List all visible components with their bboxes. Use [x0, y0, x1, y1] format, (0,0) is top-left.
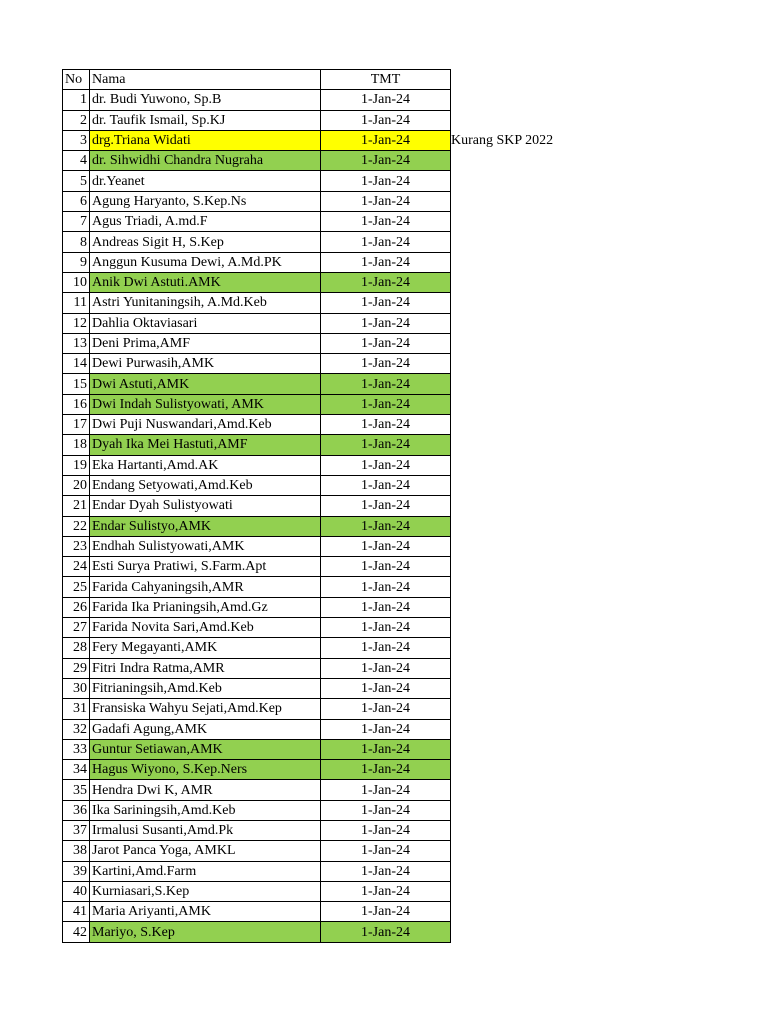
cell-no: 33	[63, 739, 90, 759]
cell-tmt: 1-Jan-24	[321, 719, 451, 739]
cell-tmt: 1-Jan-24	[321, 151, 451, 171]
cell-name: Dwi Puji Nuswandari,Amd.Keb	[90, 415, 321, 435]
cell-name: Endar Sulistyo,AMK	[90, 516, 321, 536]
cell-tmt: 1-Jan-24	[321, 800, 451, 820]
cell-tmt: 1-Jan-24	[321, 820, 451, 840]
cell-tmt: 1-Jan-24	[321, 212, 451, 232]
cell-tmt: 1-Jan-24	[321, 638, 451, 658]
table-row	[63, 658, 451, 678]
cell-tmt: 1-Jan-24	[321, 394, 451, 414]
cell-tmt: 1-Jan-24	[321, 333, 451, 353]
table-row	[63, 232, 451, 252]
cell-no: 2	[63, 110, 90, 130]
table-row	[63, 800, 451, 820]
cell-name: Esti Surya Pratiwi, S.Farm.Apt	[90, 557, 321, 577]
cell-name: Endhah Sulistyowati,AMK	[90, 536, 321, 556]
cell-no: 30	[63, 678, 90, 698]
cell-no: 28	[63, 638, 90, 658]
cell-name: Andreas Sigit H, S.Kep	[90, 232, 321, 252]
cell-no: 17	[63, 415, 90, 435]
table-row	[63, 475, 451, 495]
cell-no: 14	[63, 354, 90, 374]
header-name: Nama	[90, 70, 321, 90]
table-row	[63, 739, 451, 759]
cell-name: Anggun Kusuma Dewi, A.Md.PK	[90, 252, 321, 272]
cell-name: Farida Ika Prianingsih,Amd.Gz	[90, 597, 321, 617]
cell-tmt: 1-Jan-24	[321, 780, 451, 800]
table-row	[63, 618, 451, 638]
staff-table-body	[63, 70, 451, 943]
cell-name: Kurniasari,S.Kep	[90, 881, 321, 901]
table-row	[63, 516, 451, 536]
cell-tmt: 1-Jan-24	[321, 232, 451, 252]
cell-no: 8	[63, 232, 90, 252]
cell-name: Gadafi Agung,AMK	[90, 719, 321, 739]
staff-table	[62, 69, 451, 943]
table-row	[63, 151, 451, 171]
cell-no: 12	[63, 313, 90, 333]
cell-no: 7	[63, 212, 90, 232]
cell-no: 36	[63, 800, 90, 820]
cell-name: Farida Novita Sari,Amd.Keb	[90, 618, 321, 638]
cell-name: Guntur Setiawan,AMK	[90, 739, 321, 759]
cell-tmt: 1-Jan-24	[321, 658, 451, 678]
cell-name: Dahlia Oktaviasari	[90, 313, 321, 333]
cell-name: Eka Hartanti,Amd.AK	[90, 455, 321, 475]
cell-no: 35	[63, 780, 90, 800]
cell-no: 41	[63, 902, 90, 922]
cell-name: Maria Ariyanti,AMK	[90, 902, 321, 922]
cell-tmt: 1-Jan-24	[321, 536, 451, 556]
cell-tmt: 1-Jan-24	[321, 577, 451, 597]
cell-name: dr. Budi Yuwono, Sp.B	[90, 90, 321, 110]
cell-tmt: 1-Jan-24	[321, 618, 451, 638]
table-row	[63, 212, 451, 232]
table-row	[63, 557, 451, 577]
cell-no: 31	[63, 699, 90, 719]
cell-name: dr. Sihwidhi Chandra Nugraha	[90, 151, 321, 171]
cell-tmt: 1-Jan-24	[321, 171, 451, 191]
cell-no: 32	[63, 719, 90, 739]
cell-tmt: 1-Jan-24	[321, 374, 451, 394]
table-row	[63, 374, 451, 394]
table-row	[63, 841, 451, 861]
table-row	[63, 820, 451, 840]
cell-tmt: 1-Jan-24	[321, 841, 451, 861]
cell-name: Mariyo, S.Kep	[90, 922, 321, 942]
cell-no: 24	[63, 557, 90, 577]
cell-no: 21	[63, 496, 90, 516]
cell-tmt: 1-Jan-24	[321, 130, 451, 150]
cell-no: 26	[63, 597, 90, 617]
cell-no: 25	[63, 577, 90, 597]
cell-tmt: 1-Jan-24	[321, 293, 451, 313]
table-row	[63, 415, 451, 435]
cell-tmt: 1-Jan-24	[321, 922, 451, 942]
cell-no: 13	[63, 333, 90, 353]
table-row	[63, 313, 451, 333]
cell-name: Hagus Wiyono, S.Kep.Ners	[90, 760, 321, 780]
table-row	[63, 252, 451, 272]
cell-tmt: 1-Jan-24	[321, 252, 451, 272]
cell-name: dr.Yeanet	[90, 171, 321, 191]
cell-name: Fransiska Wahyu Sejati,Amd.Kep	[90, 699, 321, 719]
cell-name: Hendra Dwi K, AMR	[90, 780, 321, 800]
table-row	[63, 536, 451, 556]
table-row	[63, 130, 451, 150]
table-row	[63, 394, 451, 414]
cell-name: drg.Triana Widati	[90, 130, 321, 150]
table-row	[63, 861, 451, 881]
cell-tmt: 1-Jan-24	[321, 516, 451, 536]
cell-name: Agung Haryanto, S.Kep.Ns	[90, 191, 321, 211]
table-row	[63, 171, 451, 191]
table-row	[63, 719, 451, 739]
table-row	[63, 272, 451, 292]
cell-tmt: 1-Jan-24	[321, 191, 451, 211]
cell-no: 15	[63, 374, 90, 394]
cell-no: 4	[63, 151, 90, 171]
note-kurang-skp: Kurang SKP 2022	[451, 133, 554, 148]
table-row	[63, 90, 451, 110]
cell-name: Dewi Purwasih,AMK	[90, 354, 321, 374]
cell-no: 6	[63, 191, 90, 211]
table-row	[63, 902, 451, 922]
cell-name: Fery Megayanti,AMK	[90, 638, 321, 658]
cell-name: Dwi Indah Sulistyowati, AMK	[90, 394, 321, 414]
table-row	[63, 435, 451, 455]
cell-name: Farida Cahyaningsih,AMR	[90, 577, 321, 597]
table-row	[63, 780, 451, 800]
cell-name: Fitrianingsih,Amd.Keb	[90, 678, 321, 698]
cell-tmt: 1-Jan-24	[321, 272, 451, 292]
header-row	[63, 70, 451, 90]
header-no: No	[63, 70, 90, 90]
cell-no: 39	[63, 861, 90, 881]
cell-name: Kartini,Amd.Farm	[90, 861, 321, 881]
table-row	[63, 110, 451, 130]
cell-tmt: 1-Jan-24	[321, 902, 451, 922]
cell-tmt: 1-Jan-24	[321, 881, 451, 901]
cell-no: 42	[63, 922, 90, 942]
cell-no: 27	[63, 618, 90, 638]
cell-tmt: 1-Jan-24	[321, 475, 451, 495]
cell-tmt: 1-Jan-24	[321, 678, 451, 698]
cell-tmt: 1-Jan-24	[321, 435, 451, 455]
cell-no: 38	[63, 841, 90, 861]
cell-tmt: 1-Jan-24	[321, 861, 451, 881]
cell-tmt: 1-Jan-24	[321, 557, 451, 577]
cell-tmt: 1-Jan-24	[321, 455, 451, 475]
cell-name: Dwi Astuti,AMK	[90, 374, 321, 394]
cell-name: Endang Setyowati,Amd.Keb	[90, 475, 321, 495]
table-row	[63, 191, 451, 211]
table-row	[63, 496, 451, 516]
cell-name: Jarot Panca Yoga, AMKL	[90, 841, 321, 861]
cell-no: 22	[63, 516, 90, 536]
cell-no: 19	[63, 455, 90, 475]
cell-tmt: 1-Jan-24	[321, 313, 451, 333]
cell-name: Anik Dwi Astuti.AMK	[90, 272, 321, 292]
cell-name: Deni Prima,AMF	[90, 333, 321, 353]
cell-tmt: 1-Jan-24	[321, 597, 451, 617]
cell-name: Ika Sariningsih,Amd.Keb	[90, 800, 321, 820]
cell-no: 34	[63, 760, 90, 780]
table-row	[63, 597, 451, 617]
cell-tmt: 1-Jan-24	[321, 354, 451, 374]
cell-no: 16	[63, 394, 90, 414]
cell-tmt: 1-Jan-24	[321, 415, 451, 435]
cell-name: dr. Taufik Ismail, Sp.KJ	[90, 110, 321, 130]
header-tmt: TMT	[321, 70, 451, 90]
table-row	[63, 293, 451, 313]
cell-name: Astri Yunitaningsih, A.Md.Keb	[90, 293, 321, 313]
cell-no: 29	[63, 658, 90, 678]
cell-name: Endar Dyah Sulistyowati	[90, 496, 321, 516]
cell-tmt: 1-Jan-24	[321, 699, 451, 719]
cell-name: Fitri Indra Ratma,AMR	[90, 658, 321, 678]
cell-no: 9	[63, 252, 90, 272]
cell-no: 40	[63, 881, 90, 901]
table-row	[63, 678, 451, 698]
cell-tmt: 1-Jan-24	[321, 496, 451, 516]
table-row	[63, 455, 451, 475]
cell-no: 1	[63, 90, 90, 110]
cell-name: Agus Triadi, A.md.F	[90, 212, 321, 232]
cell-tmt: 1-Jan-24	[321, 739, 451, 759]
cell-no: 23	[63, 536, 90, 556]
cell-no: 11	[63, 293, 90, 313]
cell-tmt: 1-Jan-24	[321, 760, 451, 780]
table-row	[63, 699, 451, 719]
table-row	[63, 577, 451, 597]
table-row	[63, 881, 451, 901]
table-row	[63, 354, 451, 374]
cell-no: 3	[63, 130, 90, 150]
table-row	[63, 760, 451, 780]
table-row	[63, 333, 451, 353]
cell-tmt: 1-Jan-24	[321, 110, 451, 130]
cell-tmt: 1-Jan-24	[321, 90, 451, 110]
cell-no: 5	[63, 171, 90, 191]
table-row	[63, 638, 451, 658]
cell-no: 37	[63, 820, 90, 840]
cell-no: 10	[63, 272, 90, 292]
cell-name: Dyah Ika Mei Hastuti,AMF	[90, 435, 321, 455]
table-row	[63, 922, 451, 942]
cell-no: 20	[63, 475, 90, 495]
cell-no: 18	[63, 435, 90, 455]
cell-name: Irmalusi Susanti,Amd.Pk	[90, 820, 321, 840]
